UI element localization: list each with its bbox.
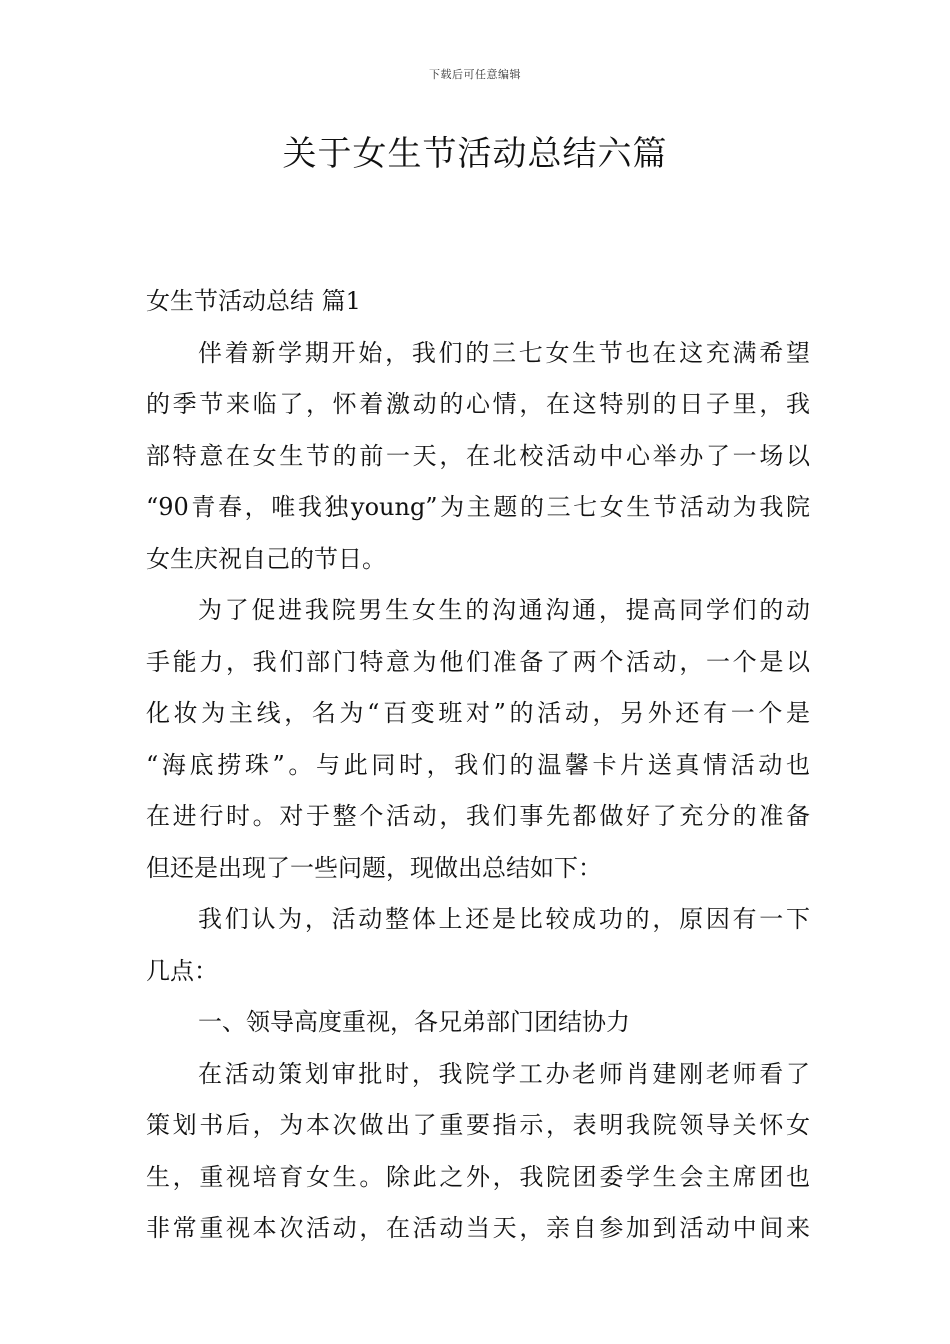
paragraph-line: 几点： [146,956,218,985]
paragraph-line: 在进行时。对于整个活动，我们事先都做好了充分的准备 [146,802,810,830]
paragraph-line: “90青春，唯我独young”为主题的三七女生节活动为我院 [146,493,810,521]
paragraph-line: 的季节来临了，怀着激动的心情，在这特别的日子里，我 [146,390,810,418]
paragraph-line: 非常重视本次活动，在活动当天，亲自参加到活动中间来 [146,1214,810,1242]
paragraph-line: 生，重视培育女生。除此之外，我院团委学生会主席团也 [146,1162,810,1191]
paragraph-line: 但还是出现了一些问题，现做出总结如下： [146,853,602,882]
paragraph-line: 手能力，我们部门特意为他们准备了两个活动，一个是以 [146,647,810,676]
paragraph-line: 在活动策划审批时，我院学工办老师肖建刚老师看了 [198,1059,810,1088]
paragraph-line: “海底捞珠”。与此同时，我们的温馨卡片送真情活动也 [146,750,810,779]
paragraph-line: 为了促进我院男生女生的沟通沟通，提高同学们的动 [198,596,810,624]
document-body [146,276,810,1255]
paragraph-line: 女生庆祝自己的节日。 [146,544,386,573]
paragraph-line: 部特意在女生节的前一天，在北校活动中心举办了一场以 [146,441,810,470]
subheading-line: 一、领导高度重视，各兄弟部门团结协力 [198,1008,630,1036]
paragraph-line: 策划书后，为本次做出了重要指示，表明我院领导关怀女 [146,1111,810,1139]
paragraph-line: 我们认为，活动整体上还是比较成功的，原因有一下 [198,905,810,933]
header-note: 下载后可任意编辑 [429,68,521,81]
section-heading: 女生节活动总结 篇1 [146,287,361,315]
document-title: 关于女生节活动总结六篇 [282,134,668,174]
paragraph-line: 伴着新学期开始，我们的三七女生节也在这充满希望 [198,338,810,367]
paragraph-line: 化妆为主线，名为“百变班对”的活动，另外还有一个是 [146,699,810,727]
